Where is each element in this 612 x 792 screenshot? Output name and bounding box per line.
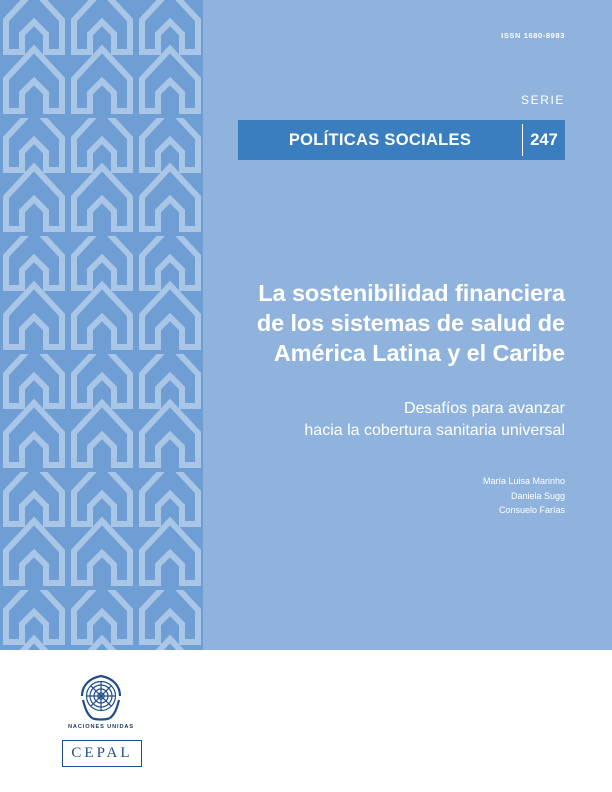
author-list — [165, 474, 565, 518]
series-bar — [238, 120, 565, 160]
cepal-logo — [62, 740, 142, 767]
subtitle-line: hacia la cobertura sanitaria universal — [304, 422, 565, 439]
series-name: POLÍTICAS SOCIALES — [288, 130, 472, 149]
title-line: América Latina y el Caribe — [273, 340, 565, 366]
united-nations-logo — [66, 672, 136, 730]
series-number: 247 — [530, 130, 558, 149]
subtitle-line: Desafíos para avanzar — [404, 400, 565, 417]
un-logo-caption: NACIONES UNIDAS — [67, 724, 135, 730]
serie-label: SERIE — [520, 93, 565, 107]
document-title — [165, 278, 565, 368]
author-name: María Luisa Marinho — [482, 476, 565, 486]
cepal-logo-text: CEPAL — [71, 745, 133, 761]
author-name: Daniela Sugg — [510, 490, 565, 501]
title-line: de los sistemas de salud de — [256, 310, 565, 336]
document-subtitle — [165, 398, 565, 442]
title-line: La sostenibilidad financiera — [258, 280, 565, 306]
issn-text: ISSN 1680-8983 — [501, 31, 565, 40]
cover-footer — [0, 650, 612, 792]
author-name: Consuelo Farías — [498, 505, 565, 515]
